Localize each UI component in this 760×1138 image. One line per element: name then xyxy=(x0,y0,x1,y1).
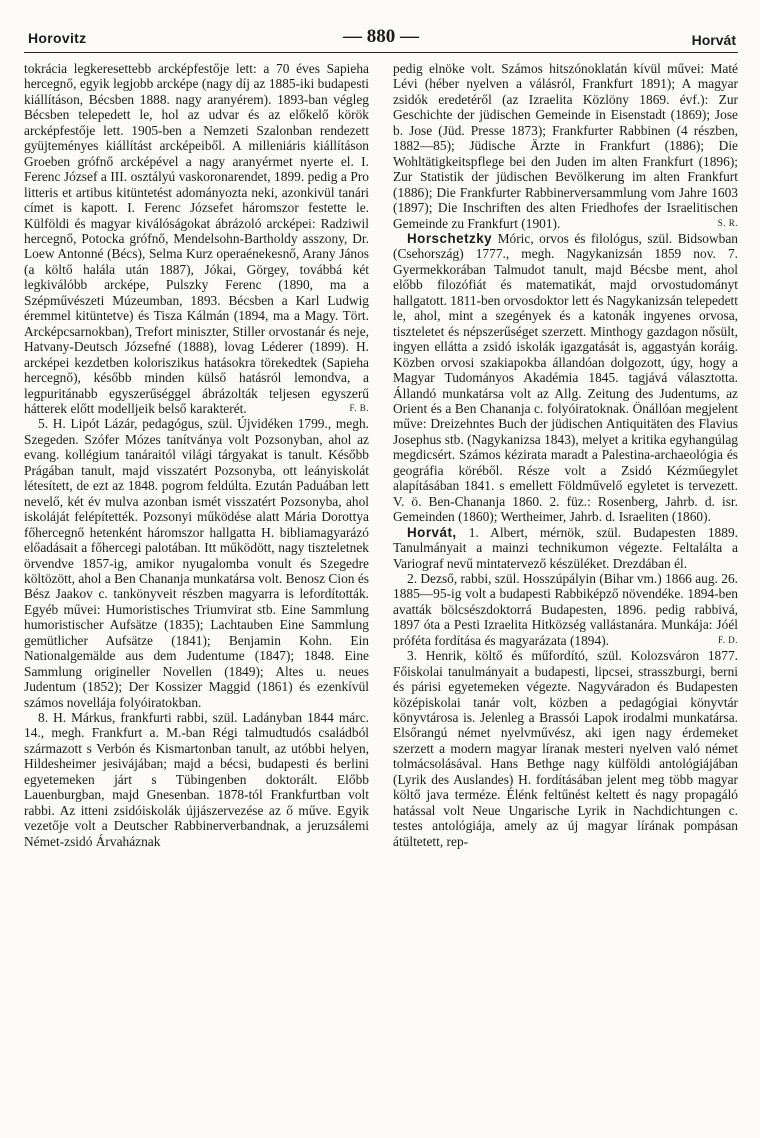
entry-paragraph xyxy=(393,231,738,525)
running-header xyxy=(24,26,738,53)
author-signature: F. B. xyxy=(349,402,369,413)
entry-text: 1. Albert, mérnök, szül. Budapesten 1889. Tanulmányait a mainzi technikumon végezte. Feltalálta a Variograf nevű mintatervező készüléket. Drezdában él. xyxy=(393,524,738,571)
left-column xyxy=(24,61,369,849)
entry-text: 3. Henrik, költő és műfordító, szül. Kolozsváron 1877. Főiskolai tanulmányait a budapesti, lipcsei, strasszburgi, berni és párisi egyetemeken végezte. Nagyváradon és Budapesten középiskolai tanár volt, közben a pedagógiai könyvtár könyvtárosa is. Jelenleg a Brassói Lapok irodalmi munkatársa. Elsőrangú német nyelvművész, aki igen nagy érdemeket szerzett a modern magyar líranak mesteri nyelven való német tolmácsolásával. Hans Bethge nagy külföldi antológiájában (Lyrik des Auslandes) H. fordításában jelent meg több magyar költő java terméze. Élénk feltűnést keltett és nagy propagáló hatással volt Neue Ungarische Lyrik in Nachdichtungen c. testes antológiája, amely az új magyar lírának pompásan átültetett, rep- xyxy=(393,648,738,849)
entry-text: Móric, orvos és filológus, szül. Bidsowban (Csehország) 1777., megh. Nagykanizsán 1859 nov. 7. Gyermekkorában Talmudot tanult, majd Bécsbe ment, ahol előbb filozófiát és matematikát, majd orvostudományt hallgatott. 1811-ben orvosdoktor lett és Nagykanizsán telepedett le, ahol, mint a szegények és a katonák ingyenes orvosa, tiszteletet és népszerűséget szerzett. Minthogy gazdagon nősült, ingyen ellátta a zsidó iskolák igazgatását is, aggastyán koráig. Közben orvosi szakiapokba állandóan dolgozott, úgy, hogy a Magyar Tudományos Akadémia 1845. tagjává választotta. Állandó munkatársa volt az Allg. Zeitung des Judentums, az Orient és a Ben Chananja c. folyóiratoknak. Önállóan megjelent műve: Dreizehntes Buch der jüdischen Antiquitäten des Flavius Josephus stb. (Nagykanizsa 1843), melyet a kritika egyhangúlag megdicsért. Számos kézirata maradt a Palestina-archaeológia és geográfia köréből. Része volt a Zsidó Kézműegylet alapításában 1841. s emellett Földművelő egyletet is tervezett. V. ö. Ben-Chananja 1860. 2. füz.: Rosenberg, Jahrb. d. isr. Gemeinden (1860); Wertheimer, Jahrb. d. Israeliten (1860). xyxy=(393,230,738,525)
header-right-headword: Horvát xyxy=(691,32,736,48)
entry-paragraph xyxy=(393,525,738,571)
entry-paragraph xyxy=(24,710,369,849)
author-signature: S. R. xyxy=(717,217,738,228)
text-columns xyxy=(24,61,738,849)
entry-paragraph xyxy=(24,61,369,416)
entry-headword: Horschetzky xyxy=(407,230,493,246)
entry-paragraph xyxy=(393,648,738,849)
entry-text: tokrácia legkeresettebb arcképfestője lett: a 70 éves Sapieha hercegnő, egyik legjobb arcképe (nagy díj az 1885-iki budapesti kiállításon, Bécsben 1888. nagy aranyérem). 1893-ban végleg Bécsben telepedett le, hol az udvar és az előkelő körök arcképfestője lett. 1905-ben a Nemzeti Szalonban rendezett gyüjteményes kiállítást arcképeiből. A milleniáris kiállításon Groeben grófnő arcképével a nagy aranyérmet nyerte el. I. Ferenc József a III. osztályú vaskoronarendet, 1899. pedig a Pro litteris et artibus kitüntetést adományozta neki, azonkivül tanári címet is kapott. I. Ferenc Józsefet háromszor festette le. Külföldi és magyar kiválóságokat ábrázoló arcképei: Radziwil hercegnő, Potocka grófnő, Mendelsohn-Bartholdy asszony, Dr. Loew Antonné (Bécs), Selma Kurz operaénekesnő, Arany János (a költő halála után 1887), Jókai, Görgey, továbbá két legkiválóbb arcképe, Pulszky Ferenc (1890, ma a Szépművészeti Múzeumban, 1893. Bécsben a Karl Ludwig éremmel kitüntetve) és Tisza Kálmán (1894, ma a Magy. Tört. Arcképcsarnokban), Trefort miniszter, Stiller orvostanár és neje, Hatvany-Deutsch Józsefné (1888), lovag Léderer (1899). H. arcképei kezdetben koloriszikus hatásokra törekedtek (Sapieha hercegnő), később minden külső hatásról lemondva, a legpuritánabb egyszerűséggel ábrázolták teljesen egyszerű hátterek előtt modelljeik belső karakterét. xyxy=(24,61,369,416)
entry-headword: Horvát, xyxy=(407,524,457,540)
entry-paragraph xyxy=(24,416,369,710)
entry-text: pedig elnöke volt. Számos hitszónoklatán kívül művei: Maté Lévi (héber nyelven a válásról, Frankfurt 1891); A magyar zsidók eredetéről (az Izraelita Közlöny 1869. évf.): Zur Geschichte der jüdischen Gemeinde in Eisenstadt (1869); Jose b. Jose (Jüd. Presse 1873); Frankfurter Rabbinen (4 részben, 1882—85); Jüdische Ärzte in Frankfurt (1886); Die Wohltätigkeitspflege bei den Juden im alten Frankfurt (1896); Zur Statistik der jüdischen Bevölkerung im alten Frankfurt (1886); Die Frankfurter Rabbinerversammlung vom Jahre 1603 (1897); Die Inschriften des alten Friedhofes der Israelitischen Gemeinde zu Frankfurt (1901). xyxy=(393,61,738,231)
entry-text: 8. H. Márkus, frankfurti rabbi, szül. Ladányban 1844 márc. 14., megh. Frankfurt a. M.-ban Régi talmudtudós családból származott s Verbón és Kismartonban tanult, az utóbbi helyen, Hildesheimer jesivájában; majd a bécsi, budapesti és berlini egyetemeken járt s Tübingenben doktorált. Előbb Lauenburgban, majd Gnesenban. 1878-tól Frankfurtban volt rabbi. Az itteni zsidóiskolák újjászervezése az ő műve. Egyik vezetője volt a Deutscher Rabbinerverbandnak, a jeruzsálemi Német-zsidó Árvaháznak xyxy=(24,710,369,849)
entry-paragraph xyxy=(393,571,738,648)
entry-text: 5. H. Lipót Lázár, pedagógus, szül. Újvidéken 1799., megh. Szegeden. Szófer Mózes tanítványa volt Pozsonyban, ahol az evang. kollégium tanáraitól világi tárgyakat is tanult. Később Prágában tanult, majd visszatért Pozsonyba, ott leányiskolát létesített, de ezt az 1848. pogrom feldúlta. Ezután Paduában lett nevelő, két év mulva azonban ismét visszatért Pozsonyba, ahol iskoláját felépítették. Pozsonyi működése alatt Mária Dorottya főhercegnő hetenként háromszor hallgatta H. bibliamagyarázó előadásait a főhercegi palotában. Itt működött, nagy tiszteletnek örvendve 1857-ig, amikor nyugalomba vonult és Szegedre költözött, ahol a Ben Chananja munkatársa volt. Benosz Cion és Bész Jaakov c. tankönyveit részben magyarra is lefordították. Egyéb művei: Humoristisches Triumvirat stb. Eine Sammlung humoristischer Aufsätze (1835); Lachtauben Eine Sammlung gemütlicher Aufsätze (1841); Benjamin Kohn. Ein Nationalgemälde aus dem Judentume (1847); 1848. Eine Sammlung origineller Novellen (1849); Altes u. neues Judentum (1852); Der Kossizer Maggid (1861) és ezenkívül számos novellája folyóiratokban. xyxy=(24,416,369,710)
page-number: — 880 — xyxy=(343,26,419,47)
right-column xyxy=(393,61,738,849)
header-left-headword: Horovitz xyxy=(28,30,87,46)
author-signature: F. D. xyxy=(717,634,738,645)
entry-text: 2. Dezső, rabbi, szül. Hosszúpályin (Bihar vm.) 1866 aug. 26. 1885—95-ig volt a budapesti Rabbiképző növendéke. 1894-ben avatták bölcsészdoktorrá Budapesten, 1896. pedig rabbivá, 1897 óta a Pesti Izraelita Hitközség vallástanára. Munkája: Jóél próféta fordítása és magyarázata (1894). xyxy=(393,570,738,648)
entry-paragraph xyxy=(393,61,738,231)
